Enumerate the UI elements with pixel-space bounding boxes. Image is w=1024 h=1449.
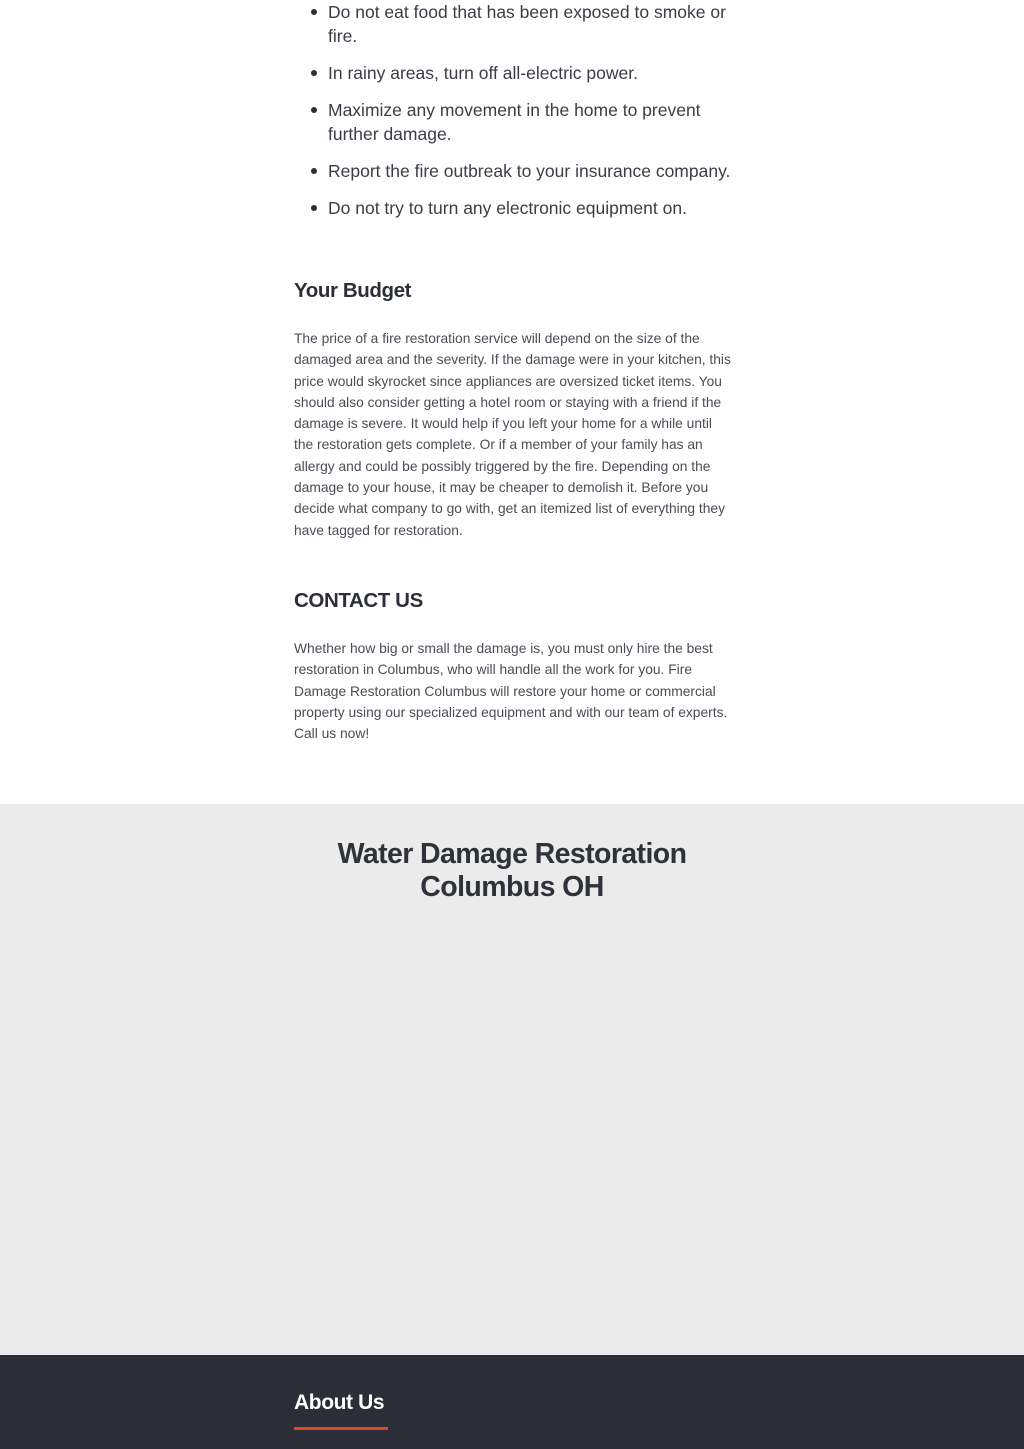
list-item: In rainy areas, turn off all-electric power. xyxy=(294,61,732,85)
contact-paragraph: Whether how big or small the damage is, you must only hire the best restoration in Columbus, who will handle all the work for you. Fire Damage Restoration Columbus will restore your home or commercial property using our specialized equipment and with our team of experts. Call us now! xyxy=(294,641,728,742)
budget-paragraph: The price of a fire restoration service will depend on the size of the damaged area and the severity. If the damage were in your kitchen, this price would skyrocket since appliances are oversized ticket items. You should also consider getting a hotel room or staying with a friend if the damage is severe. It would help if you left your home for a while until the restoration gets complete. Or if a member of your family has an allergy and could be possibly triggered by the fire. Depending on the damage to your house, it may be cheaper to demolish it. Before you decide what company to go with, get an itemized list of everything they have tagged for restoration. xyxy=(294,331,731,538)
site-footer xyxy=(0,1355,1024,1449)
water-damage-section xyxy=(0,804,1024,1355)
budget-heading: Your Budget xyxy=(294,279,412,302)
water-damage-title-line2: Columbus OH xyxy=(420,871,604,903)
list-item: Maximize any movement in the home to prevent further damage. xyxy=(294,98,732,146)
list-item: Do not try to turn any electronic equipment on. xyxy=(294,196,732,220)
heading-underline xyxy=(294,1427,388,1430)
fire-tips-list xyxy=(294,0,732,220)
list-item: Do not eat food that has been exposed to smoke or fire. xyxy=(294,0,732,48)
article-content xyxy=(294,0,732,742)
contact-heading: CONTACT US xyxy=(294,589,423,612)
water-damage-title xyxy=(0,838,1024,904)
water-damage-title-line1: Water Damage Restoration xyxy=(337,838,687,870)
about-us-heading: About Us xyxy=(294,1391,385,1414)
list-item: Report the fire outbreak to your insurance company. xyxy=(294,159,732,183)
